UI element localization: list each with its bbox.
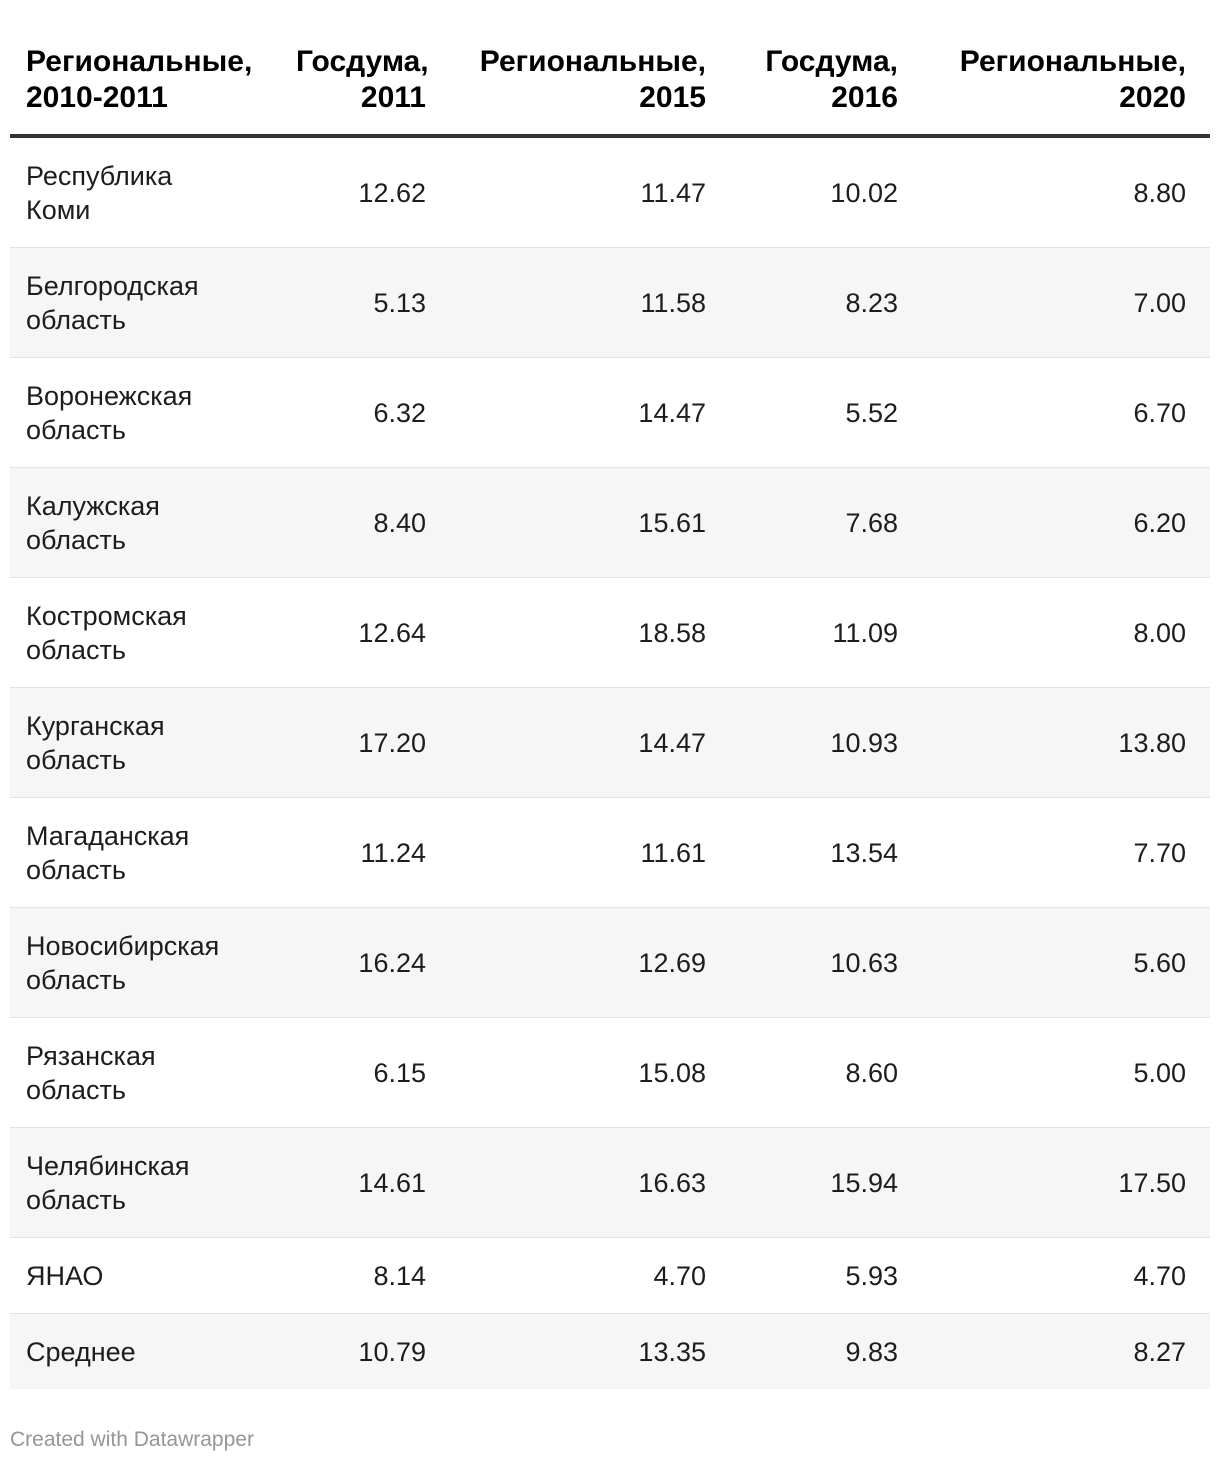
data-table-container (10, 42, 1210, 1389)
row-label (10, 798, 280, 908)
column-header-line: 2010-2011 (26, 81, 168, 114)
row-label-line: Рязанская (26, 1040, 156, 1071)
table-cell-value: 15.94 (730, 1128, 922, 1238)
table-cell-value: 8.14 (280, 1238, 450, 1314)
row-label-line: ЯНАО (26, 1260, 104, 1291)
table-cell-value: 12.62 (280, 136, 450, 248)
row-label-line: область (26, 1184, 126, 1215)
table-cell-value: 8.40 (280, 468, 450, 578)
table-cell-value: 11.61 (450, 798, 730, 908)
table-header (10, 42, 1210, 136)
table-cell-value: 12.69 (450, 908, 730, 1018)
row-label-line: область (26, 304, 126, 335)
column-header[interactable] (450, 42, 730, 136)
table-row (10, 578, 1210, 688)
row-label-line: Белгородская (26, 270, 199, 301)
row-label-line: Магаданская (26, 820, 190, 851)
column-header-line: Региональные, (959, 45, 1186, 78)
table-cell-value: 17.50 (922, 1128, 1210, 1238)
table-cell-value: 6.15 (280, 1018, 450, 1128)
table-row (10, 908, 1210, 1018)
table-cell-value: 5.13 (280, 248, 450, 358)
table-row (10, 1238, 1210, 1314)
table-cell-value: 11.47 (450, 136, 730, 248)
table-cell-value: 7.70 (922, 798, 1210, 908)
row-label-line: область (26, 414, 126, 445)
column-header-line: 2015 (639, 81, 706, 114)
data-table (10, 42, 1210, 1389)
table-cell-value: 15.61 (450, 468, 730, 578)
table-cell-value: 14.47 (450, 688, 730, 798)
table-cell-value: 5.52 (730, 358, 922, 468)
table-cell-value: 18.58 (450, 578, 730, 688)
row-label (10, 1238, 280, 1314)
row-label (10, 688, 280, 798)
row-label-line: область (26, 854, 126, 885)
table-cell-value: 10.02 (730, 136, 922, 248)
table-cell-value: 7.68 (730, 468, 922, 578)
table-row (10, 248, 1210, 358)
table-row (10, 136, 1210, 248)
column-header-line: 2011 (360, 81, 426, 114)
table-row (10, 1314, 1210, 1390)
row-label (10, 136, 280, 248)
table-cell-value: 6.70 (922, 358, 1210, 468)
column-header[interactable] (730, 42, 922, 136)
row-label-line: Курганская (26, 710, 165, 741)
table-cell-value: 8.00 (922, 578, 1210, 688)
table-row (10, 688, 1210, 798)
table-cell-value: 13.80 (922, 688, 1210, 798)
row-label (10, 358, 280, 468)
table-cell-value: 16.63 (450, 1128, 730, 1238)
datawrapper-credit[interactable]: Created with Datawrapper (10, 1428, 254, 1451)
row-label-line: Среднее (26, 1336, 136, 1367)
row-label-line: Республика (26, 160, 173, 191)
column-header-line: 2016 (831, 81, 898, 114)
table-row (10, 1018, 1210, 1128)
table-cell-value: 16.24 (280, 908, 450, 1018)
table-cell-value: 8.60 (730, 1018, 922, 1128)
column-header-line: 2020 (1119, 81, 1186, 114)
table-body (10, 136, 1210, 1389)
table-cell-value: 10.79 (280, 1314, 450, 1390)
table-cell-value: 14.47 (450, 358, 730, 468)
row-label (10, 1018, 280, 1128)
table-cell-value: 4.70 (922, 1238, 1210, 1314)
row-label-line: область (26, 524, 126, 555)
column-header[interactable] (280, 42, 450, 136)
table-cell-value: 10.93 (730, 688, 922, 798)
table-row (10, 1128, 1210, 1238)
table-row (10, 798, 1210, 908)
column-header-line: Региональные, (26, 45, 253, 78)
table-cell-value: 6.20 (922, 468, 1210, 578)
table-cell-value: 13.35 (450, 1314, 730, 1390)
row-label-line: область (26, 634, 126, 665)
row-label-line: Воронежская (26, 380, 193, 411)
table-cell-value: 8.23 (730, 248, 922, 358)
row-label-line: область (26, 964, 126, 995)
row-label-line: Новосибирская (26, 930, 220, 961)
column-header-line: Госдума, (296, 45, 429, 78)
table-cell-value: 11.58 (450, 248, 730, 358)
row-label (10, 248, 280, 358)
table-cell-value: 14.61 (280, 1128, 450, 1238)
table-cell-value: 10.63 (730, 908, 922, 1018)
table-cell-value: 13.54 (730, 798, 922, 908)
table-cell-value: 17.20 (280, 688, 450, 798)
row-label-line: Калужская (26, 490, 160, 521)
table-cell-value: 5.93 (730, 1238, 922, 1314)
table-cell-value: 7.00 (922, 248, 1210, 358)
row-label (10, 578, 280, 688)
column-header[interactable] (10, 42, 280, 136)
row-label-line: Костромская (26, 600, 187, 631)
table-cell-value: 12.64 (280, 578, 450, 688)
row-label (10, 1128, 280, 1238)
row-label-line: Коми (26, 194, 91, 225)
row-label-line: область (26, 1074, 126, 1105)
table-cell-value: 9.83 (730, 1314, 922, 1390)
table-cell-value: 5.60 (922, 908, 1210, 1018)
row-label (10, 1314, 280, 1390)
column-header[interactable] (922, 42, 1210, 136)
table-cell-value: 4.70 (450, 1238, 730, 1314)
table-cell-value: 6.32 (280, 358, 450, 468)
row-label (10, 908, 280, 1018)
table-cell-value: 15.08 (450, 1018, 730, 1128)
header-row (10, 42, 1210, 136)
row-label-line: Челябинская (26, 1150, 190, 1181)
table-cell-value: 8.80 (922, 136, 1210, 248)
table-row (10, 358, 1210, 468)
column-header-line: Госдума, (765, 45, 898, 78)
table-cell-value: 5.00 (922, 1018, 1210, 1128)
table-cell-value: 11.09 (730, 578, 922, 688)
row-label (10, 468, 280, 578)
table-row (10, 468, 1210, 578)
table-cell-value: 11.24 (280, 798, 450, 908)
row-label-line: область (26, 744, 126, 775)
column-header-line: Региональные, (479, 45, 706, 78)
table-cell-value: 8.27 (922, 1314, 1210, 1390)
